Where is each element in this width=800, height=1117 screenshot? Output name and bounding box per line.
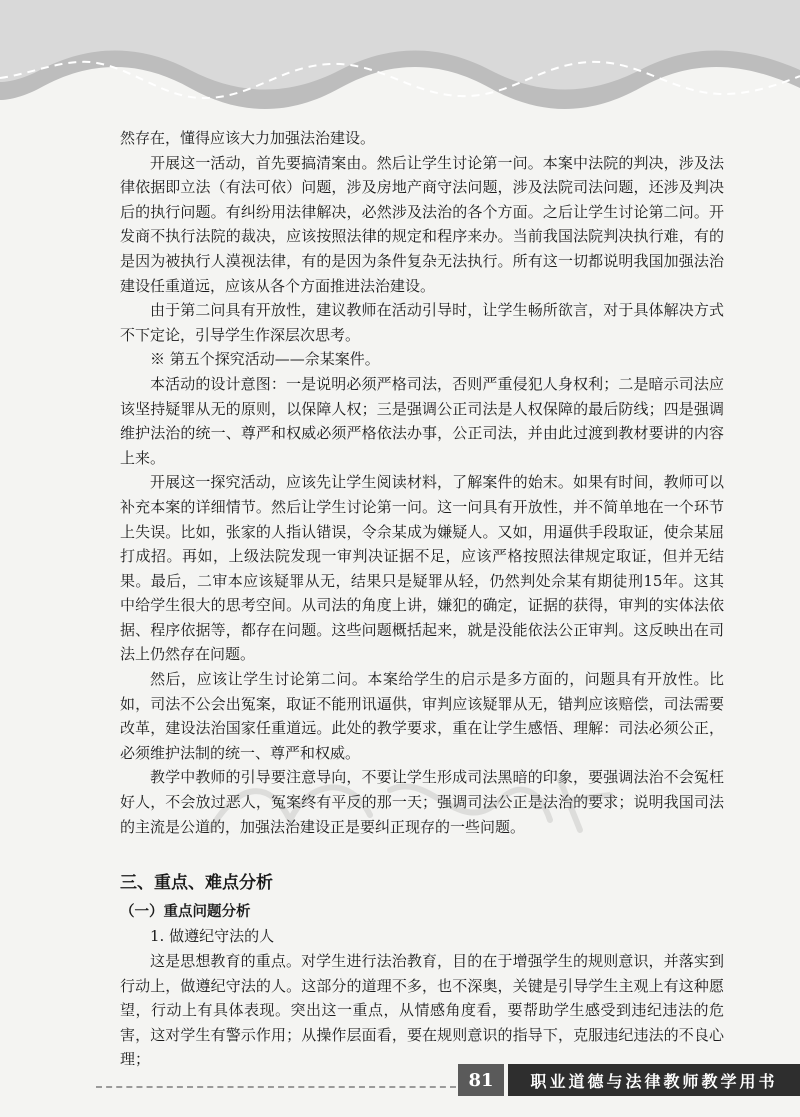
paragraph: 开展这一探究活动，应该先让学生阅读材料，了解案件的始末。如果有时间，教师可以补充本案的详细情节。然后让学生讨论第一问。这一问具有开放性，并不简单地在一个环节上失误。比如，张家的人指认错误，令佘某成为嫌疑人。又如，用逼供手段取证，使佘某屈打成招。再如，上级法院发现一审判决证据不足，应该严格按照法律规定取证，但并无结果。最后，二审本应该疑罪从无，结果只是疑罪从轻，仍然判处佘某有期徒刑15年。这其中给学生很大的思考空间。从司法的角度上讲，嫌犯的确定，证据的获得，审判的实体法依据、程序依据等，都存在问题。这些问题概括起来，就是没能依法公正审判。这反映出在司法上仍然存在问题。	[120, 473, 724, 664]
watermark-logo	[200, 760, 620, 850]
paragraph: 本活动的设计意图：一是说明必须严格司法，否则严重侵犯人身权利；二是暗示司法应该坚持疑罪从无的原则，以保障人权；三是强调公正司法是人权保障的最后防线；四是强调维护法治的统一、尊严和权威必须严格依法办事，公正司法，并由此过渡到教材要讲的内容上来。	[120, 374, 724, 467]
header-wave-band	[0, 0, 800, 120]
paragraph: 开展这一活动，首先要搞清案由。然后让学生讨论第一问。本案中法院的判决，涉及法律依据即立法（有法可依）问题，涉及房地产商守法问题，涉及法院司法问题，还涉及判决后的执行问题。有纠纷用法律解决，必然涉及法治的各个方面。之后让学生讨论第二问。开发商不执行法院的裁决，应该按照法律的规定和程序来办。当前我国法院判决执行难，有的是因为被执行人漠视法律，有的是因为条件复杂无法执行。所有这一切都说明我国加强法治建设任重道远，应该从各个方面推进法治建设。	[120, 153, 724, 295]
page-footer	[0, 1050, 800, 1117]
activity-title: ※ 第五个探究活动——佘某案件。	[150, 350, 380, 369]
paragraph: 然存在，懂得应该大力加强法治建设。	[120, 129, 376, 147]
sub-heading: （一）重点问题分析	[120, 903, 251, 920]
paragraph: 由于第二问具有开放性，建议教师在活动引导时，让学生畅所欲言，对于具体解决方式不下定论，引导学生作深层次思考。	[120, 301, 724, 344]
book-title: 职业道德与法律教师教学用书	[508, 1064, 800, 1096]
page-body	[120, 126, 724, 1072]
paragraph: 然后，应该让学生讨论第二问。本案给学生的启示是多方面的，问题具有开放性。比如，司法不公会出冤案，取证不能刑讯逼供，审判应该疑罪从无，错判应该赔偿，司法需要改革，建设法治国家任重道远。此处的教学要求，重在让学生感悟、理解：司法必须公正，必须维护法制的统一、尊严和权威。	[120, 670, 724, 762]
footer-divider	[96, 1086, 456, 1088]
paragraph: 教学中教师的引导要注意导向，不要让学生形成司法黑暗的印象，要强调法治不会冤枉好人，不会放过恶人，冤案终有平反的那一天；强调司法公正是法治的要求；说明我国司法的主流是公道的，加强法治建设正是要纠正现存的一些问题。	[120, 768, 724, 836]
section-heading: 三、重点、难点分析	[120, 873, 273, 894]
page-number: 81	[458, 1064, 504, 1096]
paragraph: 这是思想教育的重点。对学生进行法治教育，目的在于增强学生的规则意识，并落实到行动上，做遵纪守法的人。这部分的道理不多，也不深奥，关键是引导学生主观上有这种愿望，行动上有具体表现。突出这一重点，从情感角度看，要帮助学生感受到违纪违法的危害，这对学生有警示作用；从操作层面看，要在规则意识的指导下，克服违纪违法的不良心理；	[120, 952, 724, 1069]
item-heading: 1. 做遵纪守法的人	[150, 927, 275, 946]
